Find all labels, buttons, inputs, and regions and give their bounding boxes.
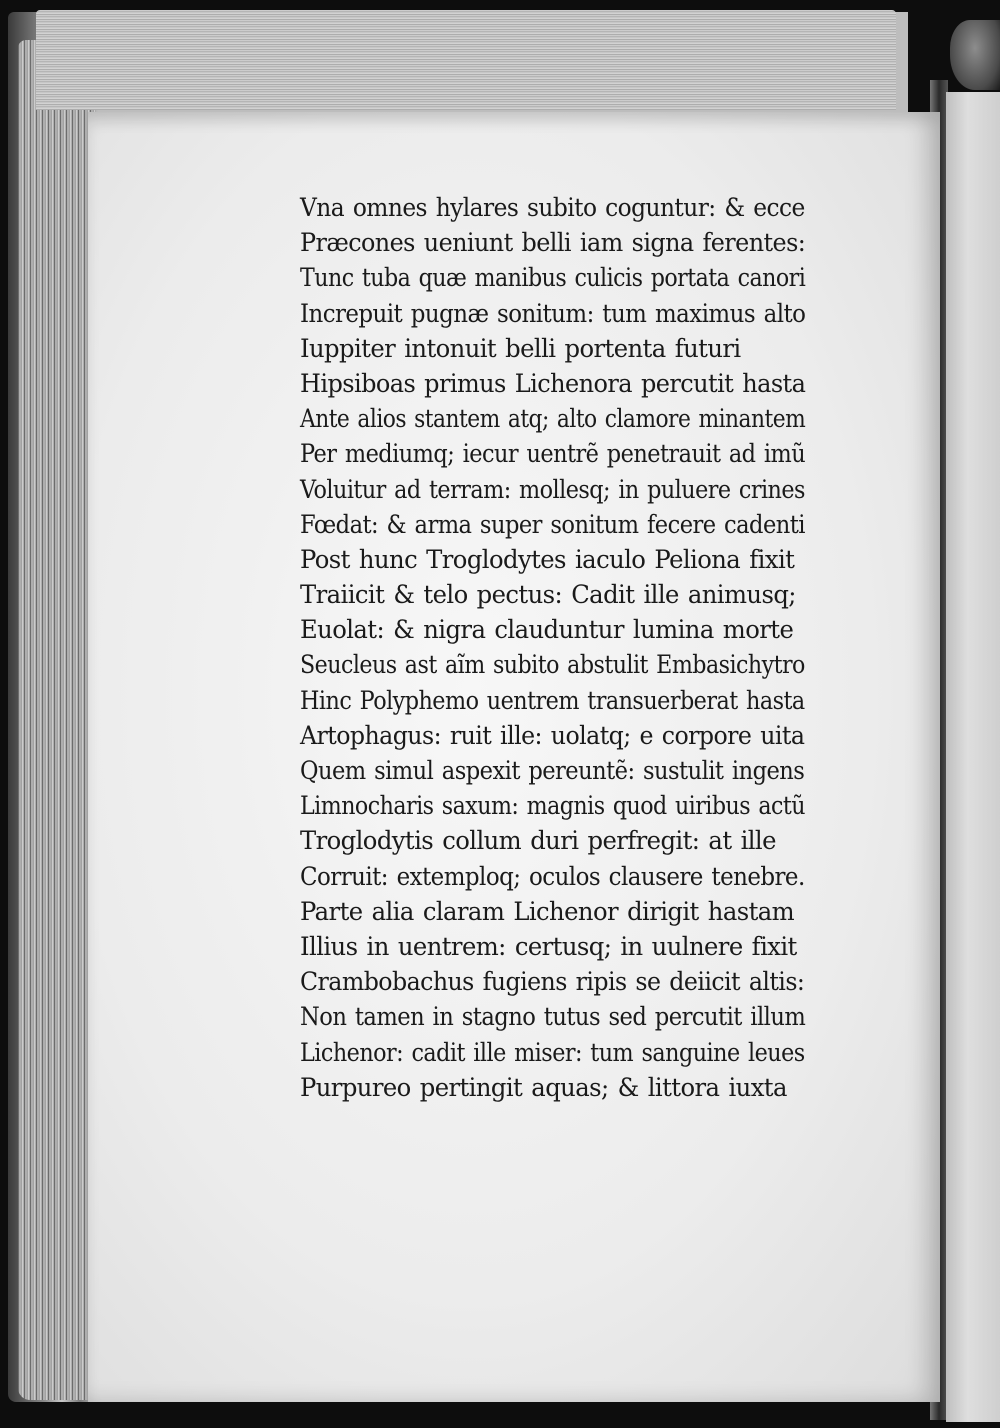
verse-line: Post hunc Troglodytes iaculo Peliona fixit — [300, 544, 795, 574]
verse-line: Traiicit & telo pectus: Cadit ille animusq; — [300, 580, 796, 610]
verse-line: Præcones ueniunt belli iam signa ferentes: — [300, 228, 806, 258]
verse-line: Corruit: extemploq; oculos clausere tenebre. — [300, 861, 805, 891]
verse-line: Crambobachus fugiens ripis se deiicit altis: — [300, 967, 805, 997]
verse-line: Quem simul aspexit pereuntẽ: sustulit ingens — [300, 756, 805, 785]
verse-line: Per mediumq; iecur uentrẽ penetrauit ad imũ — [300, 439, 806, 469]
verse-line: Illius in uentrem: certusq; in uulnere fixit — [300, 931, 797, 961]
verse-line: Artophagus: ruit ille: uolatq; e corpore uita — [300, 720, 805, 750]
verse-line: Limnocharis saxum: magnis quod uiribus actũ — [300, 791, 805, 821]
verse-line: Tunc tuba quæ manibus culicis portata canori — [300, 263, 806, 293]
page-edges-top — [36, 10, 896, 110]
verse-line: Increpuit pugnæ sonitum: tum maximus alto — [300, 298, 806, 328]
binding-clasp — [950, 20, 1000, 90]
facing-page — [946, 92, 1000, 1422]
verse-line: Fœdat: & arma super sonitum fecere cadenti — [300, 509, 805, 539]
verse-line: Ante alios stantem atq; alto clamore minantem — [300, 404, 806, 434]
verse-line: Troglodytis collum duri perfregit: at ille — [300, 826, 776, 856]
verse-line: Hipsiboas primus Lichenora percutit hasta — [300, 368, 806, 398]
verse-line: Lichenor: cadit ille miser: tum sanguine leues — [300, 1037, 805, 1067]
verse-line: Voluitur ad terram: mollesq; in puluere crines — [300, 474, 805, 504]
verse-line: Purpureo pertingit aquas; & littora iuxta — [300, 1072, 787, 1102]
verse-line: Parte alia claram Lichenor dirigit hastam — [300, 896, 795, 926]
verse-line: Vna omnes hylares subito coguntur: & ecce — [300, 193, 805, 222]
verse-text-block — [300, 190, 820, 1105]
verse-line: Seucleus ast aĩm subito abstulit Embasichytro — [300, 650, 805, 680]
verse-line: Non tamen in stagno tutus sed percutit illum — [300, 1002, 806, 1032]
verse-line: Iuppiter intonuit belli portenta futuri — [300, 333, 741, 363]
verse-line: Hinc Polyphemo uentrem transuerberat hasta — [300, 685, 805, 715]
verse-line: Euolat: & nigra clauduntur lumina morte — [300, 615, 794, 645]
page-edges-left — [18, 40, 96, 1400]
